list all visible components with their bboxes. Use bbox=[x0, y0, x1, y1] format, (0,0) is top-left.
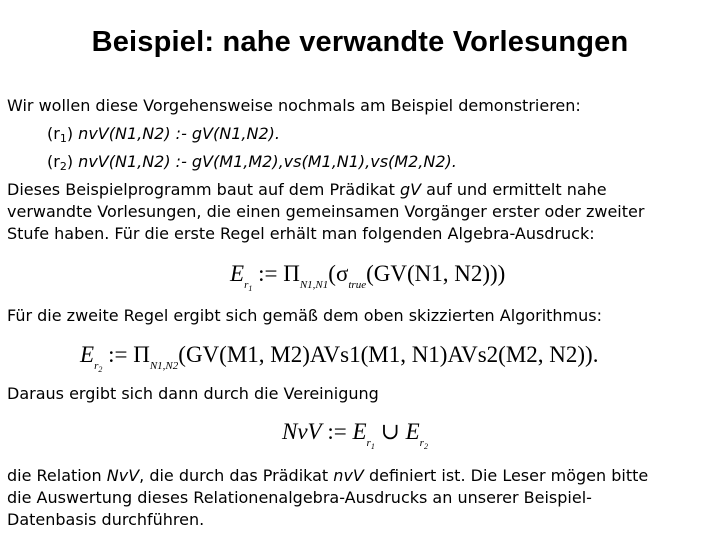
formula-2-r-index: 2 bbox=[98, 365, 103, 374]
formula-er1 bbox=[230, 260, 506, 293]
formula-3-assign: := bbox=[321, 419, 353, 444]
formula-3-subscript-2 bbox=[420, 437, 428, 449]
formula-1-open: ( bbox=[328, 261, 336, 286]
paragraph-2: Für die zweite Regel ergibt sich gemäß dem oben skizzierten Algorithmus: bbox=[7, 306, 602, 325]
paragraph-4-line-3: Datenbasis durchführen. bbox=[7, 510, 205, 529]
paragraph-1-line-3: Stufe haben. Für die erste Regel erhält man folgenden Algebra-Ausdruck: bbox=[7, 224, 595, 243]
rule-2-body: nvV(N1,N2) :- gV(M1,M2),vs(M1,N1),vs(M2,N2). bbox=[78, 152, 457, 171]
formula-er2 bbox=[80, 341, 599, 374]
formula-2-rest: (GV(M1, M2)AVs1(M1, N1)AVs2(M2, N2)). bbox=[178, 342, 599, 367]
predicate-gv: gV bbox=[399, 180, 422, 199]
formula-3-e1: E bbox=[352, 419, 367, 444]
rule-1-prefix: (r bbox=[47, 124, 60, 143]
formula-1-r: r bbox=[244, 279, 249, 291]
formula-3-e2: E bbox=[405, 419, 420, 444]
rule-2-close: ) bbox=[66, 152, 74, 171]
rule-2-prefix: (r bbox=[47, 152, 60, 171]
paragraph-4-text-b: , die durch das Prädikat bbox=[139, 466, 334, 485]
formula-1-sigma-sub: true bbox=[348, 279, 367, 291]
formula-3-union: ∪ bbox=[374, 419, 406, 444]
formula-1-sigma: σ bbox=[335, 261, 349, 286]
rule-1-close: ) bbox=[66, 124, 74, 143]
formula-2-pi-sub: N1,N2 bbox=[149, 360, 179, 372]
formula-3-r1-index: 1 bbox=[370, 442, 375, 451]
formula-nvv bbox=[282, 418, 428, 451]
intro-text: Wir wollen diese Vorgehensweise nochmals am Beispiel demonstrieren: bbox=[7, 96, 581, 115]
paragraph-4-line-2: die Auswertung dieses Relationenalgebra-Ausdrucks an unserer Beispiel- bbox=[7, 488, 592, 507]
rule-1 bbox=[47, 124, 280, 144]
rule-2 bbox=[47, 152, 457, 172]
paragraph-1-line-2: verwandte Vorlesungen, die einen gemeinsamen Vorgänger erster oder zweiter bbox=[7, 202, 645, 221]
paragraph-4-text-c: definiert ist. Die Leser mögen bitte bbox=[363, 466, 649, 485]
paragraph-4-text-a: die Relation bbox=[7, 466, 107, 485]
formula-1-pi-sub: N1,N1 bbox=[299, 279, 329, 291]
formula-1-pi: Π bbox=[283, 261, 300, 286]
formula-3-r2-index: 2 bbox=[423, 442, 428, 451]
formula-3-r2: r bbox=[419, 437, 424, 449]
paragraph-3: Daraus ergibt sich dann durch die Vereinigung bbox=[7, 384, 379, 403]
formula-1-assign: := bbox=[252, 261, 284, 286]
rule-1-index: 1 bbox=[59, 132, 67, 145]
formula-1-rest: (GV(N1, N2))) bbox=[366, 261, 506, 286]
relation-nvv: NvV bbox=[106, 466, 140, 485]
formula-1-r-index: 1 bbox=[248, 284, 253, 293]
formula-2-pi: Π bbox=[133, 342, 150, 367]
paragraph-1-text-a: Dieses Beispielprogramm baut auf dem Prädikat bbox=[7, 180, 400, 199]
predicate-nvv: nvV bbox=[333, 466, 364, 485]
formula-1-e: E bbox=[230, 261, 245, 286]
rule-1-body: nvV(N1,N2) :- gV(N1,N2). bbox=[78, 124, 280, 143]
paragraph-1-text-b: auf und ermittelt nahe bbox=[421, 180, 607, 199]
paragraph-1-line-1 bbox=[7, 180, 607, 200]
formula-3-lhs: NvV bbox=[282, 419, 322, 444]
formula-2-r: r bbox=[94, 360, 99, 372]
formula-3-r1: r bbox=[366, 437, 371, 449]
rule-2-index: 2 bbox=[59, 160, 67, 173]
formula-2-assign: := bbox=[102, 342, 134, 367]
formula-2-e: E bbox=[80, 342, 95, 367]
paragraph-4-line-1 bbox=[7, 466, 648, 486]
page-title: Beispiel: nahe verwandte Vorlesungen bbox=[91, 26, 629, 58]
formula-3-subscript-1 bbox=[367, 437, 375, 449]
